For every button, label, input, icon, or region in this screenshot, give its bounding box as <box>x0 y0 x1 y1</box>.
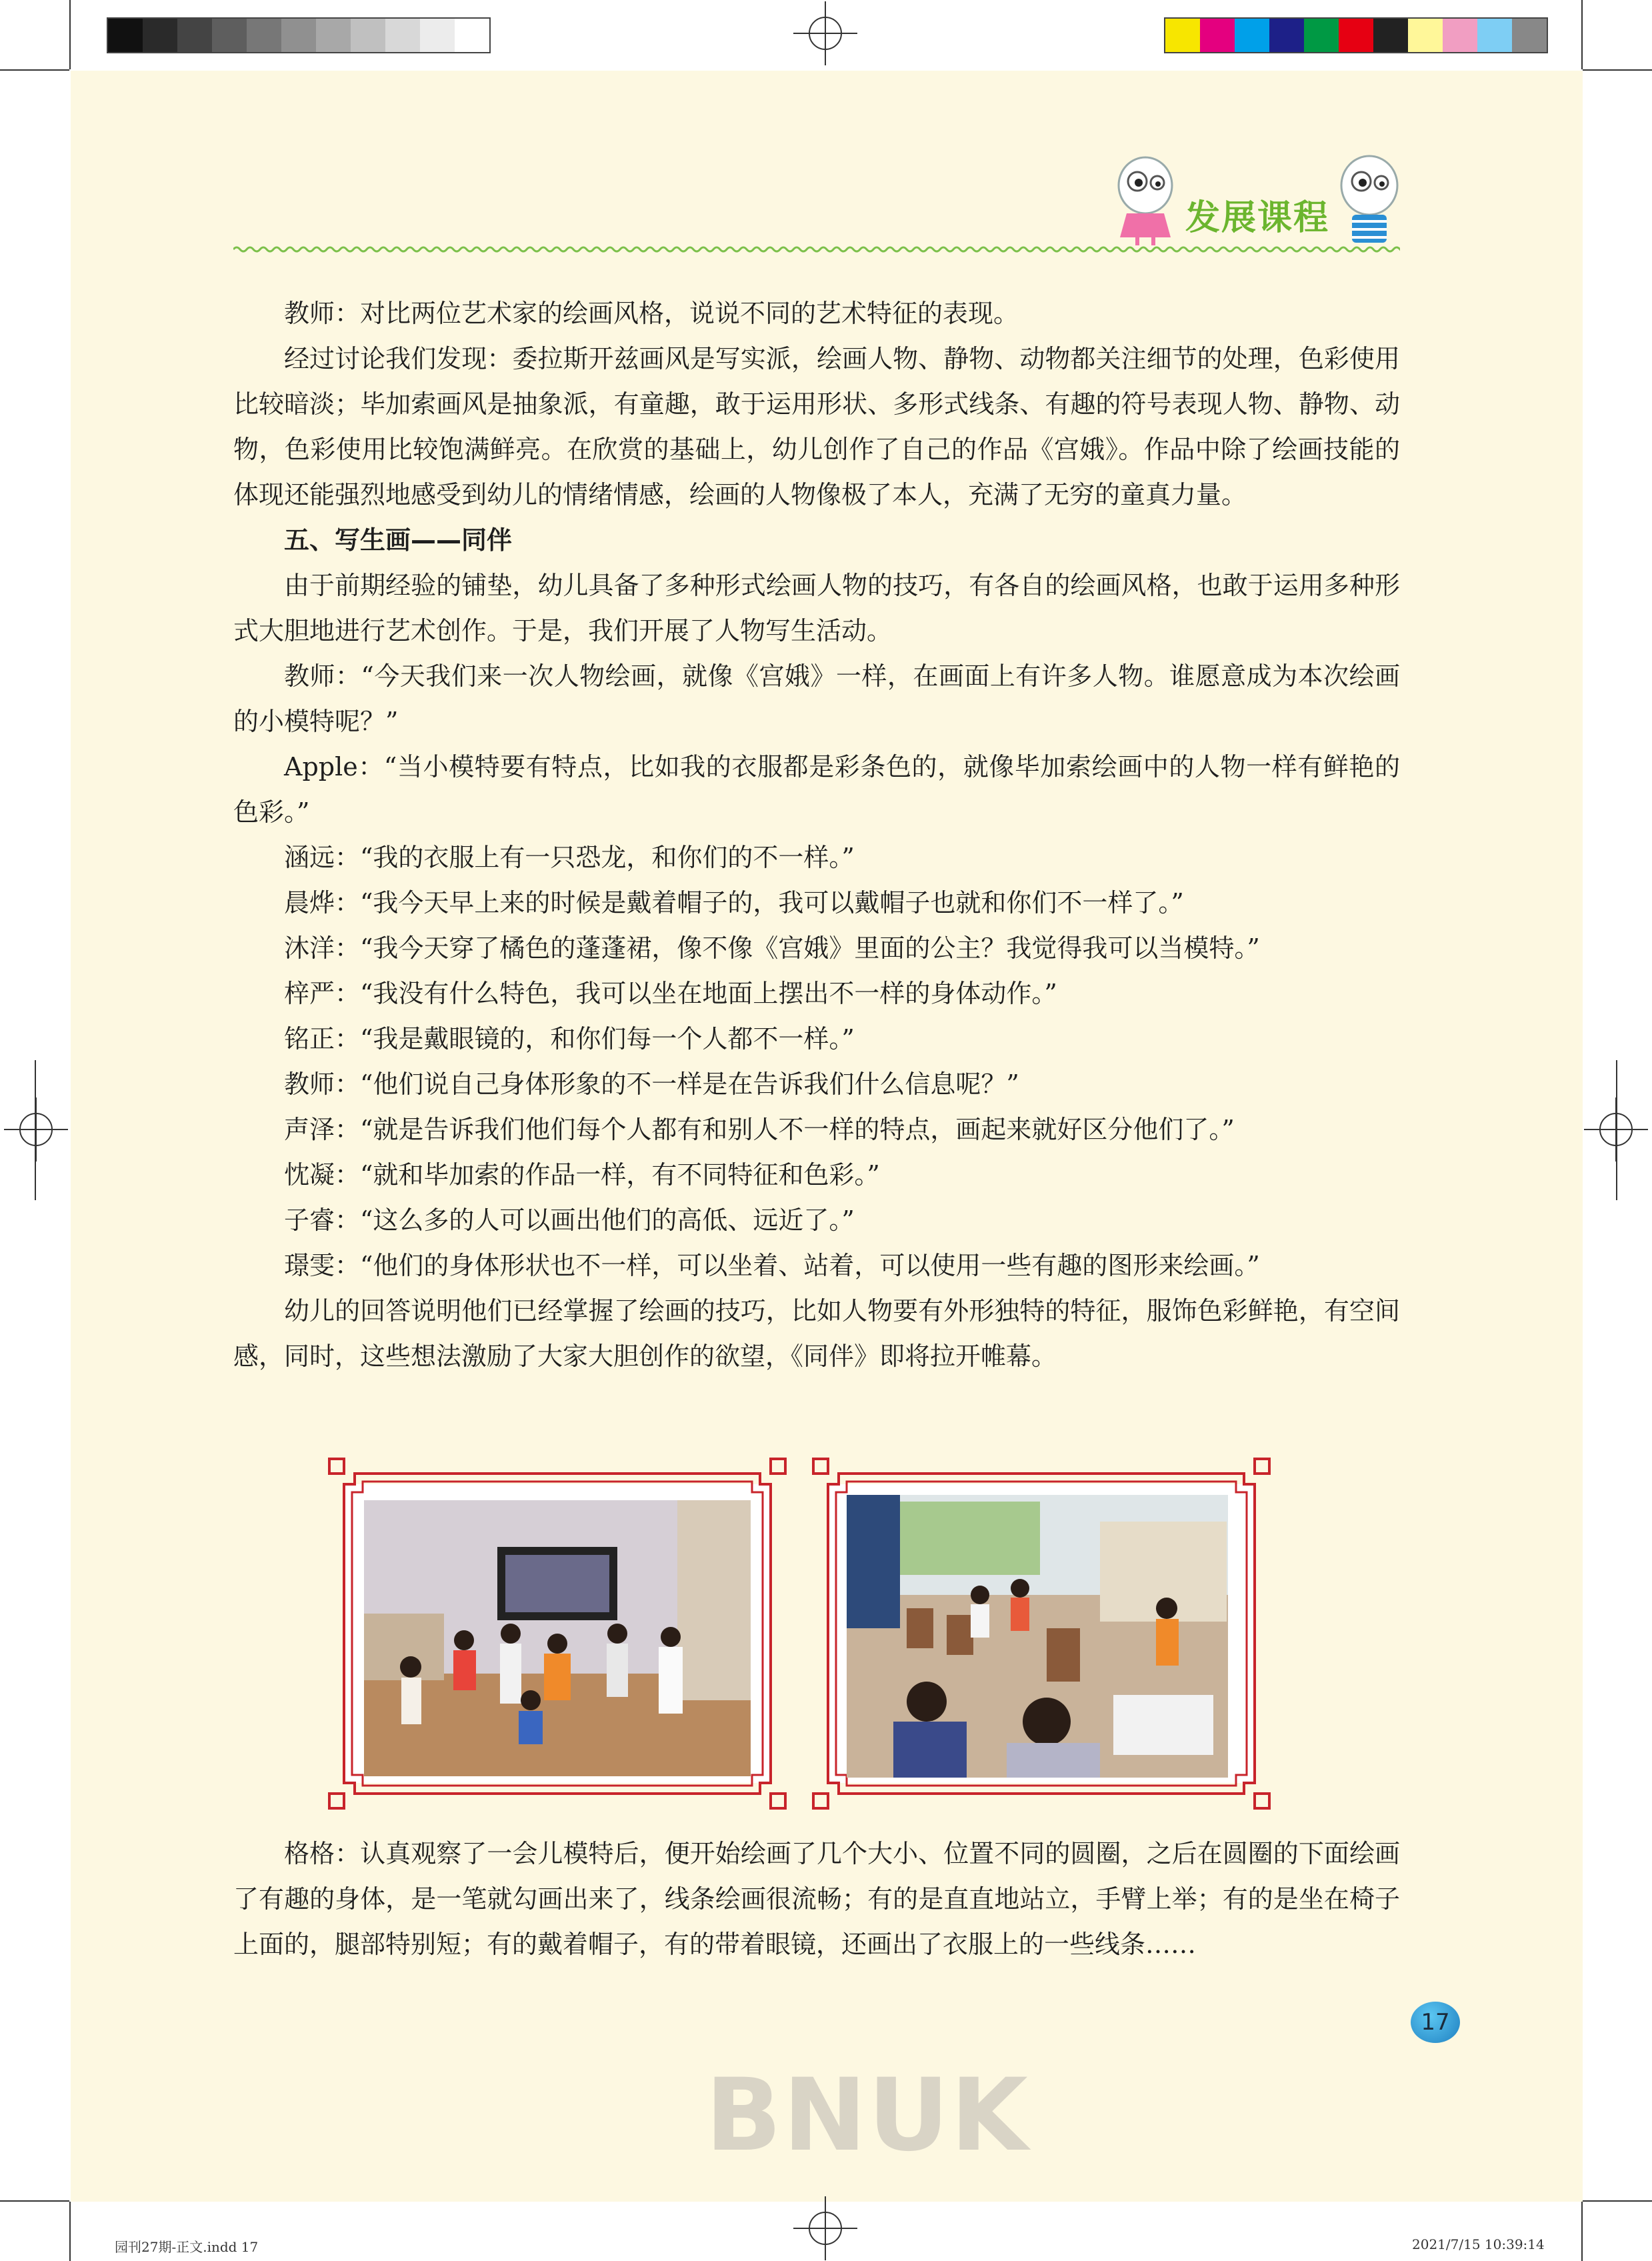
dialogue-line: 教师：“他们说自己身体形象的不一样是在告诉我们什么信息呢？” <box>284 1069 1019 1099</box>
mascot-boy-icon <box>1329 151 1409 251</box>
paragraph: 教师：对比两位艺术家的绘画风格，说说不同的艺术特征的表现。 <box>284 299 1019 328</box>
crop-mark <box>1581 0 1583 69</box>
dialogue-line: 晨烨：“我今天早上来的时候是戴着帽子的，我可以戴帽子也就和你们不一样了。” <box>284 888 1184 917</box>
crop-mark <box>69 0 71 69</box>
header-wavy-divider <box>233 244 1400 255</box>
cmyk-color-bar <box>1164 17 1548 53</box>
crop-mark <box>0 2200 69 2202</box>
crop-mark <box>1583 2200 1652 2202</box>
paragraph: 幼儿的回答说明他们已经掌握了绘画的技巧，比如人物要有外形独特的特征，服饰色彩鲜艳，有空间感，同时，这些想法激励了大家大胆创作的欲望，《同伴》即将拉开帷幕。 <box>233 1296 1400 1371</box>
dialogue-line: Apple：“当小模特要有特点，比如我的衣服都是彩条色的，就像毕加索绘画中的人物一样有鲜艳的色彩。” <box>233 752 1400 827</box>
dialogue-line: 教师：“今天我们来一次人物绘画，就像《宫娥》一样，在画面上有许多人物。谁愿意成为本次绘画的小模特呢？” <box>233 661 1400 736</box>
dialogue-line: 璟雯：“他们的身体形状也不一样，可以坐着、站着，可以使用一些有趣的图形来绘画。” <box>284 1251 1260 1280</box>
dialogue-line: 声泽：“就是告诉我们他们每个人都有和别人不一样的特点，画起来就好区分他们了。” <box>284 1115 1235 1144</box>
paragraph: 由于前期经验的铺垫，幼儿具备了多种形式绘画人物的技巧，有各自的绘画风格，也敢于运用多种形式大胆地进行艺术创作。于是，我们开展了人物写生活动。 <box>233 571 1400 645</box>
grayscale-color-bar <box>107 17 491 53</box>
article-body <box>233 291 1400 1379</box>
dialogue-line: 涵远：“我的衣服上有一只恐龙，和你们的不一样。” <box>284 843 855 872</box>
classroom-photo-children-drawing <box>847 1495 1228 1778</box>
photo-frame <box>812 1458 1271 1810</box>
caption-paragraph-block <box>233 1831 1400 1967</box>
dialogue-line: 忱凝：“就和毕加索的作品一样，有不同特征和色彩。” <box>284 1160 880 1190</box>
watermark: BNUK <box>705 2058 1029 2174</box>
classroom-photo-children-posing <box>364 1500 751 1776</box>
dialogue-line: 梓严：“我没有什么特色，我可以坐在地面上摆出不一样的身体动作。” <box>284 979 1057 1008</box>
paragraph: 格格：认真观察了一会儿模特后，便开始绘画了几个大小、位置不同的圆圈，之后在圆圈的下面绘画了有趣的身体，是一笔就勾画出来了，线条绘画很流畅；有的是直直地站立，手臂上举；有的是坐在椅子上面的，腿部特别短；有的戴着帽子，有的带着眼镜，还画出了衣服上的一些线条…… <box>233 1839 1400 1959</box>
paragraph: 经过讨论我们发现：委拉斯开兹画风是写实派，绘画人物、静物、动物都关注细节的处理，色彩使用比较暗淡；毕加索画风是抽象派，有童趣，敢于运用形状、多形式线条、有趣的符号表现人物、静物、动物，色彩使用比较饱满鲜亮。在欣赏的基础上，幼儿创作了自己的作品《宫娥》。作品中除了绘画技能的体现还能强烈地感受到幼儿的情绪情感，绘画的人物像极了本人，充满了无穷的童真力量。 <box>233 344 1400 509</box>
registration-mark-icon <box>4 1097 68 1162</box>
crop-mark <box>1583 69 1652 71</box>
registration-mark-icon <box>793 1 857 65</box>
dialogue-line: 子睿：“这么多的人可以画出他们的高低、远近了。” <box>284 1206 855 1235</box>
page-number-badge: 17 <box>1411 2002 1460 2043</box>
crop-mark <box>35 1060 36 1200</box>
dialogue-line: 铭正：“我是戴眼镜的，和你们每一个人都不一样。” <box>284 1024 855 1053</box>
registration-mark-icon <box>793 2196 857 2260</box>
mascot-girl-icon <box>1107 152 1187 245</box>
print-slug-filename: 园刊27期-正文.indd 17 <box>115 2239 259 2255</box>
print-slug-timestamp: 2021/7/15 10:39:14 <box>1412 2236 1545 2252</box>
dialogue-line: 沐洋：“我今天穿了橘色的蓬蓬裙，像不像《宫娥》里面的公主？我觉得我可以当模特。” <box>284 933 1260 963</box>
section-heading: 五、写生画——同伴 <box>284 525 513 555</box>
crop-mark <box>1616 1060 1617 1200</box>
crop-mark <box>1581 2202 1583 2261</box>
section-title: 发展课程 <box>1185 198 1330 238</box>
photo-frame <box>328 1458 787 1810</box>
crop-mark <box>0 69 69 71</box>
crop-mark <box>69 2202 71 2261</box>
